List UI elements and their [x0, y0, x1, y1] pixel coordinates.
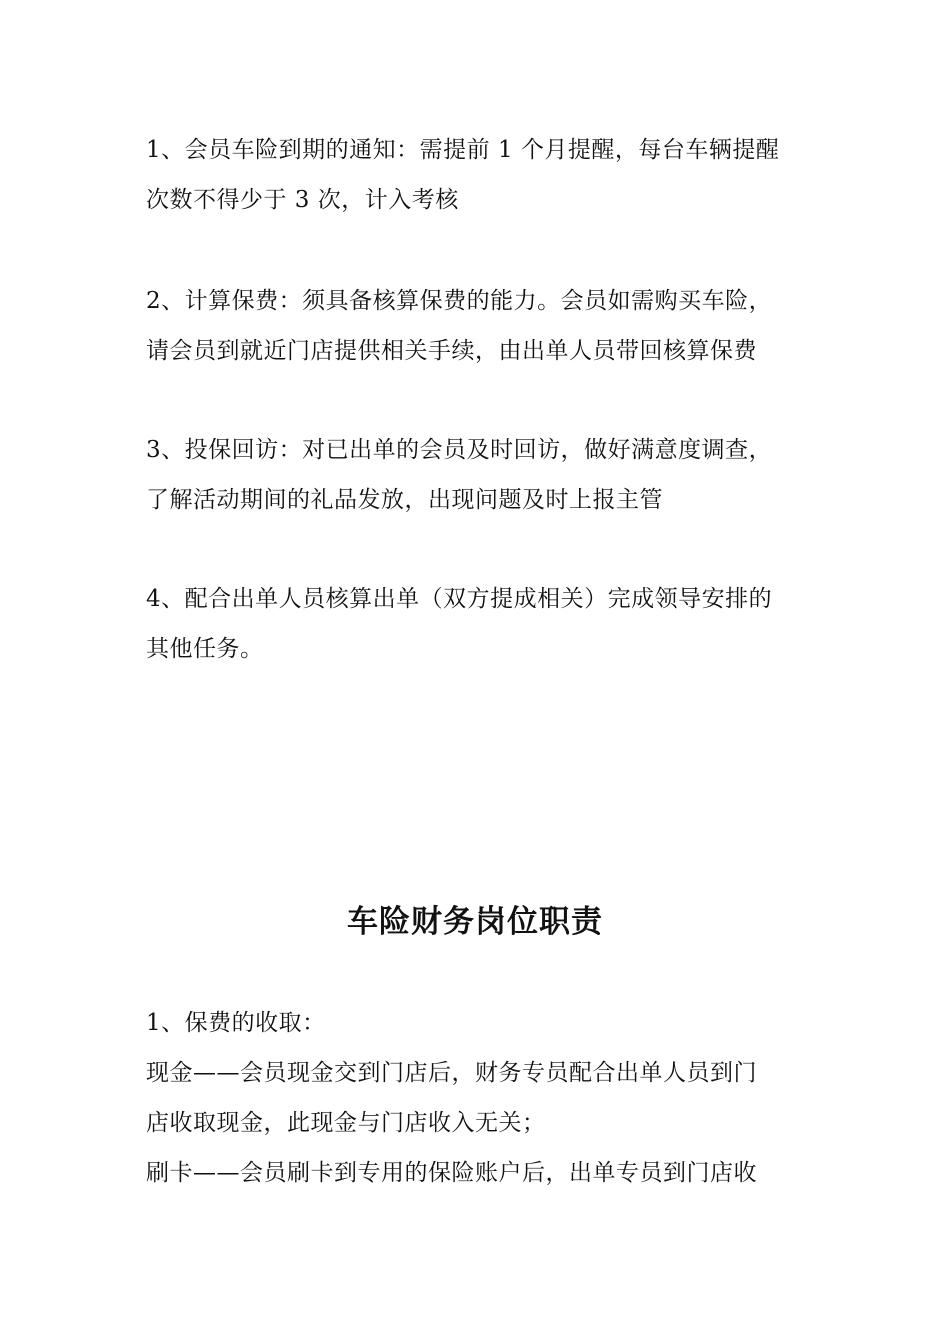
finance-line-1: 1、保费的收取： [146, 1010, 326, 1036]
duty-item-1-line-1: 1、会员车险到期的通知：需提前 1 个月提醒，每台车辆提醒 [146, 137, 780, 163]
duty-item-4-line-2: 其他任务。 [146, 636, 264, 662]
duty-item-3-line-1: 3、投保回访：对已出单的会员及时回访，做好满意度调查， [146, 437, 773, 463]
duty-item-1-line-2: 次数不得少于 3 次，计入考核 [146, 187, 459, 213]
finance-line-4: 刷卡——会员刷卡到专用的保险账户后，出单专员到门店收 [146, 1160, 757, 1186]
section-title: 车险财务岗位职责 [347, 904, 603, 940]
finance-line-2: 现金——会员现金交到门店后，财务专员配合出单人员到门 [146, 1060, 757, 1086]
finance-line-3: 店收取现金，此现金与门店收入无关； [146, 1110, 546, 1136]
duty-item-2-line-1: 2、计算保费：须具备核算保费的能力。会员如需购买车险， [146, 288, 773, 314]
duty-item-3-line-2: 了解活动期间的礼品发放，出现问题及时上报主管 [146, 487, 663, 513]
duty-item-4-line-1: 4、配合出单人员核算出单（双方提成相关）完成领导安排的 [146, 586, 773, 612]
duty-item-2-line-2: 请会员到就近门店提供相关手续，由出单人员带回核算保费 [146, 338, 757, 364]
